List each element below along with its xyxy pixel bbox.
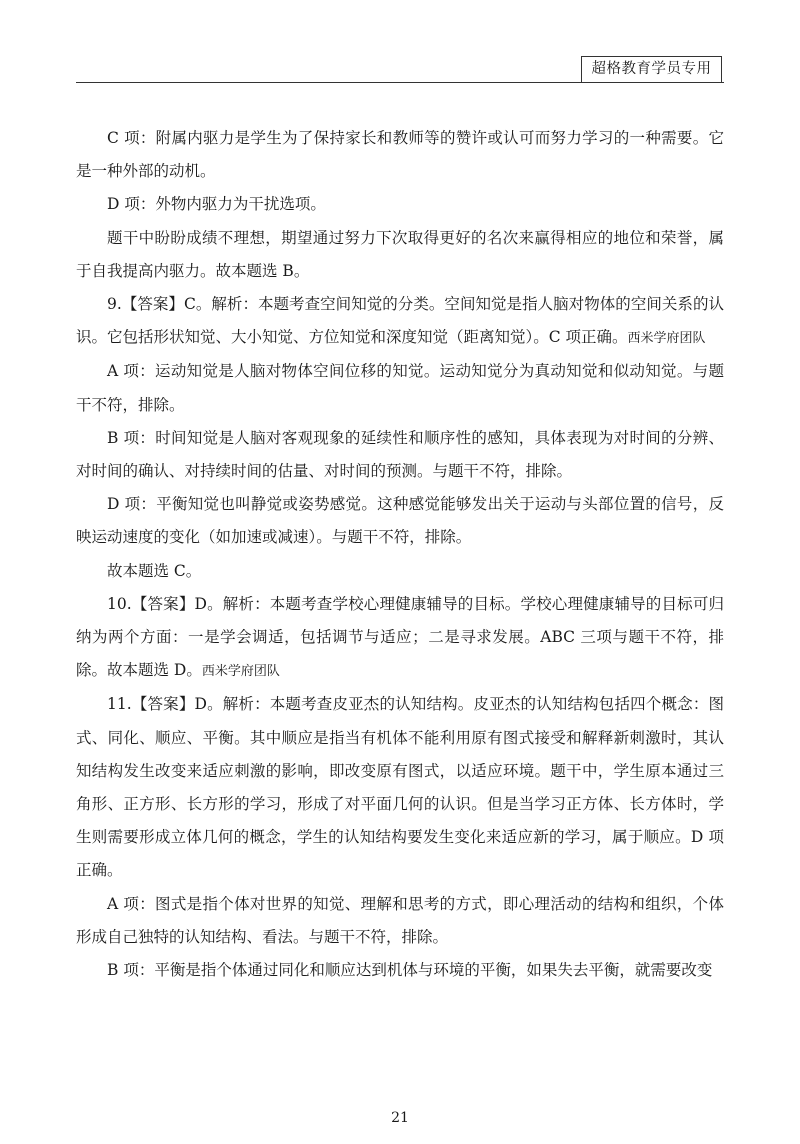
- paragraph-conclusion-8: 题干中盼盼成绩不理想，期望通过努力下次取得更好的名次来赢得相应的地位和荣誉，属于自我提高内驱力。故本题选 B。: [76, 228, 724, 280]
- paragraph-answer-11: 11.【答案】D。解析：本题考查皮亚杰的认知结构。皮亚杰的认知结构包括四个概念：图式、同化、顺应、平衡。其中顺应是指当有机体不能利用原有图式接受和解释新刺激时，其认知结构发生改变来适应刺激的影响，即改变原有图式，以适应环境。题干中，学生原本通过三角形、正方形、长方形的学习，形成了对平面几何的认识。但是当学习正方体、长方体时，学生则需要形成立体几何的概念，学生的认知结构要发生变化来适应新的学习，属于顺应。D 项正确。: [76, 695, 724, 880]
- paragraph-c-option: C 项：附属内驱力是学生为了保持家长和教师等的赞许或认可而努力学习的一种需要。它是一种外部的动机。: [76, 129, 724, 181]
- paragraph-9-d-option: D 项：平衡知觉也叫静觉或姿势感觉。这种感觉能够发出关于运动与头部位置的信号，反映运动速度的变化（如加速或减速）。与题干不符，排除。: [76, 495, 724, 547]
- paragraph-9-a-option: A 项：运动知觉是人脑对物体空间位移的知觉。运动知觉分为真动知觉和似动知觉。与题干不符，排除。: [76, 362, 724, 414]
- paragraph-answer-10: [76, 588, 724, 689]
- paragraph-11-a-option: A 项：图式是指个体对世界的知觉、理解和思考的方式，即心理活动的结构和组织，个体形成自己独特的认知结构、看法。与题干不符，排除。: [76, 894, 724, 946]
- paragraph-conclusion-9: 故本题选 C。: [107, 561, 202, 580]
- answer-10-text: 10.【答案】D。解析：本题考查学校心理健康辅导的目标。学校心理健康辅导的目标可归纳为两个方面：一是学会调适，包括调节与适应；二是寻求发展。ABC 三项与题干不符，排除。故本题选 D。: [76, 594, 724, 680]
- page-number: 21: [391, 1110, 409, 1126]
- answer-9-text: 9.【答案】C。解析：本题考查空间知觉的分类。空间知觉是指人脑对物体的空间关系的认识。它包括形状知觉、大小知觉、方位知觉和深度知觉（距离知觉）。C 项正确。: [76, 295, 724, 347]
- paragraph-11-b-option: B 项：平衡是指个体通过同化和顺应达到机体与环境的平衡，如果失去平衡，就需要改变: [107, 961, 713, 980]
- answer-10-watermark: 西米学府团队: [201, 664, 280, 680]
- answer-9-watermark: 西米学府团队: [627, 331, 706, 347]
- document-body: [76, 122, 724, 987]
- header-rule: [76, 82, 724, 83]
- header-tag: 超格教育学员专用: [581, 56, 722, 82]
- paragraph-9-b-option: B 项：时间知觉是人脑对客观现象的延续性和顺序性的感知，具体表现为对时间的分辨、对时间的确认、对持续时间的估量、对时间的预测。与题干不符，排除。: [76, 428, 724, 481]
- paragraph-answer-9: [76, 288, 724, 355]
- paragraph-d-option: D 项：外物内驱力为干扰选项。: [107, 195, 326, 214]
